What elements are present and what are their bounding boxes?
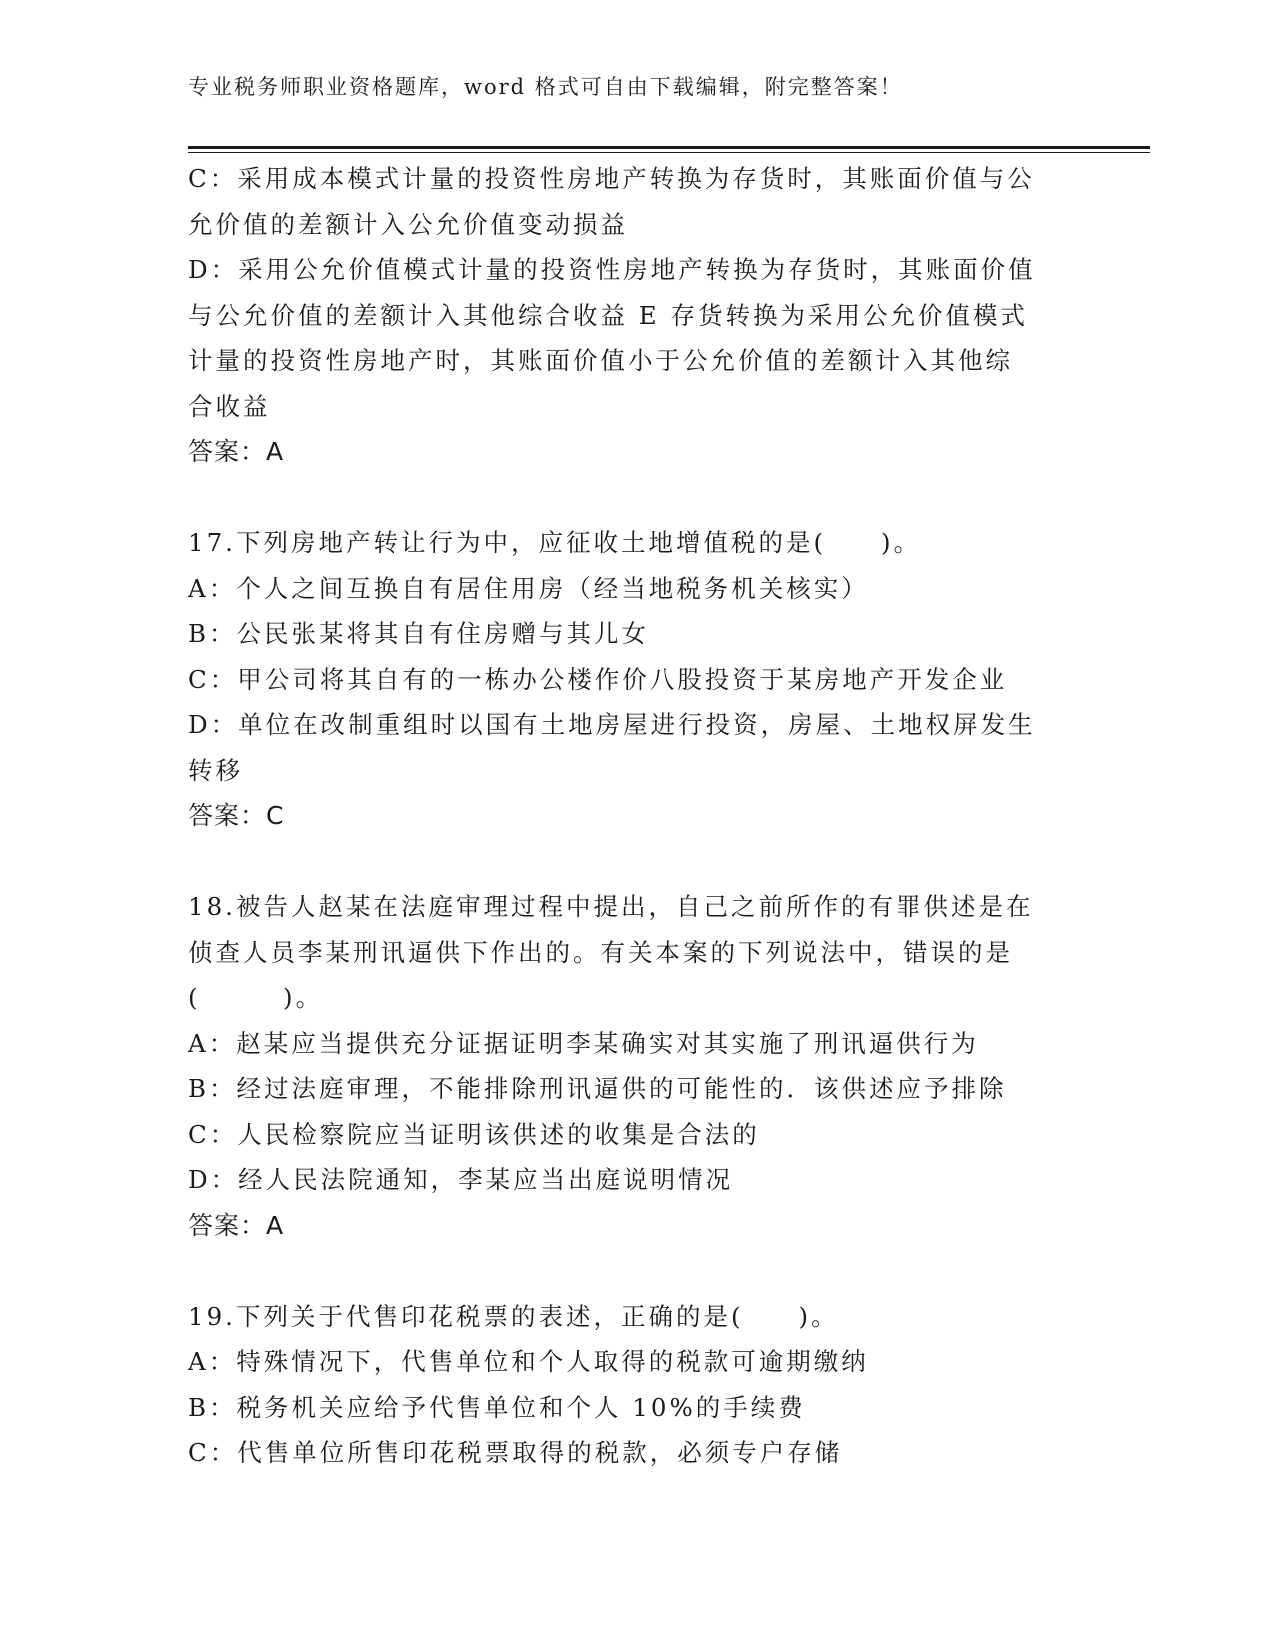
option-line: D：采用公允价值模式计量的投资性房地产转换为存货时，其账面价值: [188, 255, 1036, 284]
question-stem: 18.被告人赵某在法庭审理过程中提出，自己之前所作的有罪供述是在: [188, 892, 1034, 921]
option-line: 与公允价值的差额计入其他综合收益 E 存货转换为采用公允价值模式: [188, 300, 1028, 330]
option-line: C：采用成本模式计量的投资性房地产转换为存货时，其账面价值与公: [188, 164, 1035, 193]
document-body: [188, 156, 1078, 1476]
option-a: A：个人之间互换自有居住用房（经当地税务机关核实）: [188, 573, 869, 603]
option-line: 计量的投资性房地产时，其账面价值小于公允价值的差额计入其他综: [188, 346, 1013, 375]
question-18: [188, 884, 1078, 1248]
spacer: [188, 475, 1078, 521]
option-c: C：甲公司将其自有的一栋办公楼作价八股投资于某房地产开发企业: [188, 664, 1008, 694]
page-header: 专业税务师职业资格题库，word 格式可自由下载编辑，附完整答案！: [188, 75, 903, 99]
question-19: [188, 1294, 1078, 1476]
answer-line: 答案：C: [188, 801, 285, 830]
option-d: D：经人民法院通知，李某应当出庭说明情况: [188, 1165, 734, 1194]
option-line: 合收益: [188, 391, 271, 421]
question-stem: 17.下列房地产转让行为中，应征收土地增值税的是( )。: [188, 528, 922, 557]
continuation-block: [188, 156, 1078, 475]
option-b: B：公民张某将其自有住房赠与其儿女: [188, 619, 650, 648]
header-rule-thin: [188, 152, 1150, 153]
option-c: C：人民检察院应当证明该供述的收集是合法的: [188, 1119, 760, 1149]
question-stem: 19.下列关于代售印花税票的表述，正确的是( )。: [188, 1301, 839, 1331]
option-d: D：单位在改制重组时以国有土地房屋进行投资，房屋、土地权屏发生: [188, 710, 1036, 739]
answer-line: 答案：A: [188, 437, 285, 466]
question-stem: 侦查人员李某刑讯逼供下作出的。有关本案的下列说法中，错误的是: [188, 937, 1013, 967]
question-stem: ( )。: [188, 983, 324, 1012]
option-b: B：经过法庭审理，不能排除刑讯逼供的可能性的．该供述应予排除: [188, 1074, 1007, 1103]
answer-line: 答案：A: [188, 1210, 285, 1240]
header-rule-thick: [188, 146, 1150, 149]
option-a: A：赵某应当提供充分证据证明李某确实对其实施了刑讯逼供行为: [188, 1028, 979, 1058]
spacer: [188, 1248, 1078, 1294]
option-b: B：税务机关应给予代售单位和个人 10%的手续费: [188, 1392, 806, 1422]
option-c: C：代售单位所售印花税票取得的税款，必须专户存储: [188, 1438, 843, 1467]
option-a: A：特殊情况下，代售单位和个人取得的税款可逾期缴纳: [188, 1347, 869, 1376]
spacer: [188, 839, 1078, 885]
question-17: [188, 520, 1078, 839]
option-d-continued: 转移: [188, 755, 243, 785]
option-line: 允价值的差额计入公允价值变动损益: [188, 209, 628, 239]
